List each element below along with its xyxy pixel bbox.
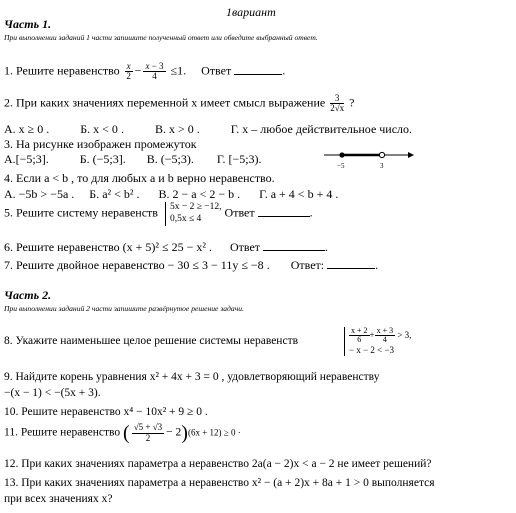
q6-answer-label: Ответ bbox=[229, 240, 261, 254]
q3-option-a[interactable]: А.[−5;3] bbox=[4, 152, 46, 166]
question-9-line2: −(x − 1) < −(5x + 3). bbox=[4, 387, 101, 399]
q2-suffix: ? bbox=[349, 95, 355, 110]
q1-frac1: $\frac{x}{2}$ bbox=[126, 61, 131, 82]
question-13-line1: 13. При каких значениях параметра a неравенство x² − (a + 2)x + 8a + 1 > 0 выполняется bbox=[4, 477, 435, 489]
q1-prefix: 1. Решите неравенство bbox=[4, 63, 120, 78]
q11-frac: $\frac{√5 + √3}{2}$ bbox=[133, 422, 163, 443]
q5-answer-label: Ответ bbox=[224, 205, 255, 220]
left-endpoint-closed bbox=[339, 152, 344, 157]
part2-title: Часть 2. bbox=[4, 288, 52, 302]
q8-system: $\frac{x + 2}{6}$ + $\frac{x + 3}{4}$ > 3, − x − 2 < −3 bbox=[344, 327, 411, 356]
question-5: 5. Решите систему неравенств 5x − 2 ≥ −12, 0,5x ≤ 4 Ответ . bbox=[4, 202, 313, 224]
question-2 bbox=[4, 94, 354, 114]
q5-system: 5x − 2 ≥ −12, 0,5x ≤ 4 bbox=[165, 202, 222, 226]
part1-instruction: При выполнении заданий 1 части запишите полученный ответ или обведите выбранный ответ. bbox=[4, 33, 318, 42]
number-line-diagram bbox=[322, 146, 414, 172]
part2-instruction: При выполнении заданий 2 части запишите развёрнутое решение задачи. bbox=[4, 304, 244, 313]
q6-answer-blank[interactable] bbox=[263, 240, 325, 251]
q6-text: 6. Решите неравенство (x + 5)² ≤ 25 − x² bbox=[4, 240, 206, 254]
q2-frac: $\frac{3}{2√x}$ bbox=[330, 93, 345, 114]
question-4: 4. Если a < b , то для любых a и b верно неравенство. bbox=[4, 171, 275, 185]
question-7: 7. Решите двойное неравенство − 30 ≤ 3 − 11y ≤ −8 . Ответ: . bbox=[4, 258, 379, 272]
question-11: 11. Решите неравенство ( $\frac{√5 + √3}{2}$ − 2)(6x + 12) ≥ 0 · bbox=[4, 422, 241, 444]
variant-title: 1вариант bbox=[226, 5, 276, 19]
question-1: 1. Решите неравенство $\frac{x}{2}$ − $\frac{x - 3}{4}$ ≤1. Ответ . bbox=[4, 61, 286, 82]
question-12: 12. При каких значениях параметра a неравенство 2a(a − 2)x < a − 2 не имеет решений? bbox=[4, 458, 432, 470]
q1-answer-label: Ответ bbox=[201, 63, 232, 78]
q3-option-d[interactable]: Г. [−5;3) bbox=[216, 152, 259, 166]
q5-prefix: 5. Решите систему неравенств bbox=[4, 205, 158, 220]
tick-label-right: 3 bbox=[380, 162, 384, 170]
q7-text: 7. Решите двойное неравенство − 30 ≤ 3 − 11y ≤ −8 bbox=[4, 258, 264, 272]
q2-prefix: 2. При каких значениях переменной х имеет смысл выражение bbox=[4, 95, 326, 110]
question-8: 8. Укажите наименьшее целое решение системы неравенств bbox=[4, 335, 299, 347]
part1-title: Часть 1. bbox=[4, 17, 52, 31]
right-endpoint-open bbox=[379, 152, 384, 157]
q1-rel: ≤1. bbox=[170, 63, 187, 78]
q4-option-b[interactable]: Б. a² < b² bbox=[89, 187, 134, 201]
q7-answer-label: Ответ: bbox=[290, 258, 325, 272]
q2-option-a[interactable]: А. x ≥ 0 bbox=[4, 122, 44, 136]
q2-option-c[interactable]: В. x > 0 bbox=[154, 122, 194, 136]
q7-answer-blank[interactable] bbox=[327, 258, 375, 269]
q2-option-d[interactable]: Г. х – любое действительное число. bbox=[230, 122, 413, 136]
tick-label-left: −5 bbox=[337, 162, 345, 170]
q4-option-a[interactable]: А. −5b > −5a bbox=[4, 187, 69, 201]
q4-options: А. −5b > −5a . Б. a² < b² . В. 2 − a < 2 − b . Г. a + 4 < b + 4 . bbox=[4, 187, 339, 201]
question-6: 6. Решите неравенство (x + 5)² ≤ 25 − x² . Ответ . bbox=[4, 240, 329, 254]
q4-option-d[interactable]: Г. a + 4 < b + 4 bbox=[259, 187, 333, 201]
q3-options: А.[−5;3]. Б. (−5;3]. В. (−5;3). Г. [−5;3). bbox=[4, 152, 262, 166]
number-line-arrow bbox=[408, 152, 414, 158]
q1-frac2: $\frac{x - 3}{4}$ bbox=[145, 61, 164, 82]
q1-answer-blank[interactable] bbox=[234, 64, 282, 75]
q4-option-c[interactable]: В. 2 − a < 2 − b bbox=[158, 187, 235, 201]
q11-prefix: 11. Решите неравенство bbox=[4, 426, 121, 439]
question-3: 3. На рисунке изображен промежуток bbox=[4, 137, 197, 151]
q3-option-b[interactable]: Б. (−5;3] bbox=[79, 152, 123, 166]
q2-option-b[interactable]: Б. x < 0 bbox=[80, 122, 118, 136]
question-10: 10. Решите неравенство x⁴ − 10x² + 9 ≥ 0 . bbox=[4, 406, 208, 418]
question-13-line2: при всех значениях x? bbox=[4, 493, 113, 505]
q2-options: А. x ≥ 0 . Б. x < 0 . В. x > 0 . Г. х – любое действительное число. bbox=[4, 122, 413, 136]
question-9-line1: 9. Найдите корень уравнения x² + 4x + 3 = 0 , удовлетворяющий неравенству bbox=[4, 371, 380, 383]
q3-option-c[interactable]: В. (−5;3) bbox=[146, 152, 191, 166]
q5-answer-blank[interactable] bbox=[258, 206, 310, 217]
